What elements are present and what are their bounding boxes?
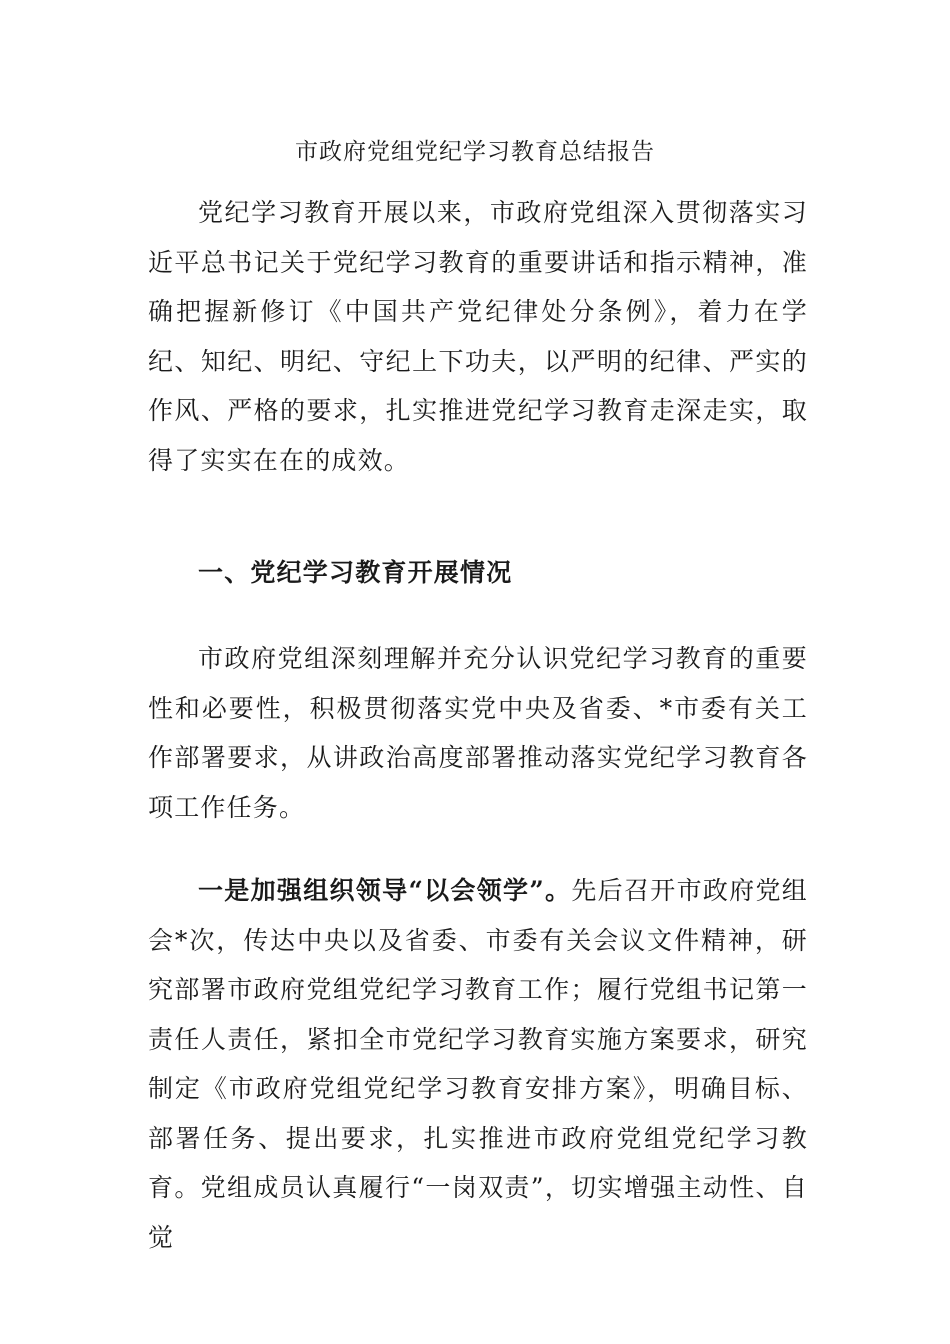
section-paragraph: 市政府党组深刻理解并充分认识党纪学习教育的重要性和必要性，积极贯彻落实党中央及省委、*市委有关工作部署要求，从讲政治高度部署推动落实党纪学习教育各项工作任务。 (148, 644, 808, 822)
document-title: 市政府党组党纪学习教育总结报告 (295, 139, 655, 165)
intro-paragraph: 党纪学习教育开展以来，市政府党组深入贯彻落实习近平总书记关于党纪学习教育的重要讲话和指示精神，准确把握新修订《中国共产党纪律处分条例》，着力在学纪、知纪、明纪、守纪上下功夫，以严明的纪律、严实的作风、严格的要求，扎实推进党纪学习教育走深走实，取得了实实在在的成效。 (148, 198, 808, 475)
point-one-body: 先后召开市政府党组会*次，传达中央以及省委、市委有关会议文件精神，研究部署市政府党组党纪学习教育工作；履行党组书记第一责任人责任，紧扣全市党纪学习教育实施方案要求，研究制定《市政府党组党纪学习教育安排方案》，明确目标、部署任务、提出要求，扎实推进市政府党组党纪学习教育。党组成员认真履行“一岗双责”，切实增强主动性、自觉 (148, 876, 808, 1252)
section-heading: 一、党纪学习教育开展情况 (198, 558, 513, 587)
point-one-lead: 一是加强组织领导“以会领学”。 (198, 876, 572, 905)
point-one-paragraph (148, 866, 808, 1262)
